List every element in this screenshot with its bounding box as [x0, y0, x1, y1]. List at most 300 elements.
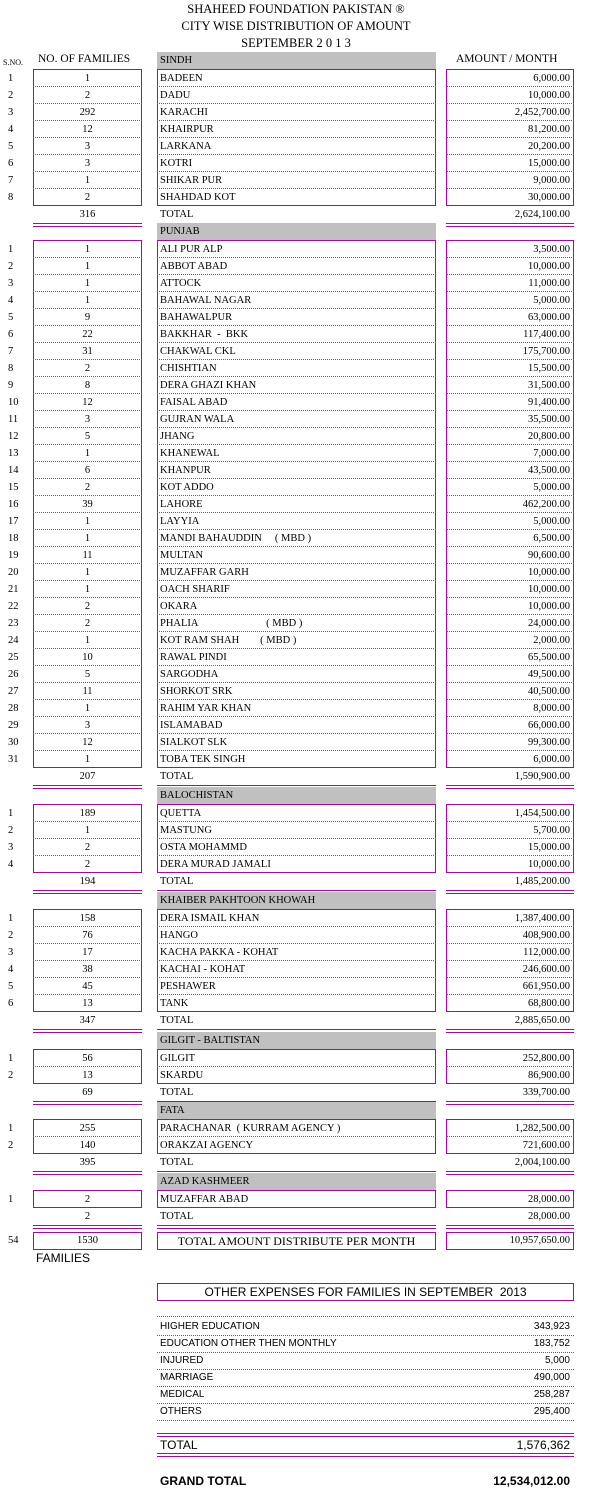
- row-sno: 3: [8, 947, 14, 958]
- total-underline: [446, 1101, 574, 1105]
- row-families: 13: [82, 1070, 93, 1081]
- row-families: 1: [84, 533, 91, 544]
- row-families: 1: [84, 754, 91, 765]
- expense-row: [0, 1387, 592, 1404]
- row-sno: 2: [8, 1140, 14, 1151]
- row-families: 12: [82, 737, 93, 748]
- group-header-5: FATA: [157, 1102, 436, 1119]
- row-sno: 31: [8, 754, 19, 765]
- row-families: 1: [84, 635, 91, 646]
- summary-sno: 54: [8, 1235, 19, 1246]
- total-families: 69: [82, 1087, 93, 1098]
- total-families: 207: [79, 771, 96, 782]
- row-amount: 35,500.00: [528, 414, 570, 425]
- row-amount: 10,000.00: [528, 261, 570, 272]
- table-row: [0, 821, 592, 838]
- row-city: ORAKZAI AGENCY: [160, 1140, 254, 1151]
- row-city: LAYYIA: [160, 516, 200, 527]
- expenses-title: OTHER EXPENSES FOR FAMILIES IN SEPTEMBER 2013: [204, 1285, 527, 1299]
- row-amount: 721,600.00: [522, 1140, 570, 1151]
- row-amount: 5,000.00: [533, 295, 570, 306]
- row-city: CHAKWAL CKL: [160, 346, 236, 357]
- row-sno: 20: [8, 567, 19, 578]
- row-families: 11: [82, 550, 93, 561]
- table-row: [0, 699, 592, 716]
- row-sno: 3: [8, 278, 14, 289]
- row-amount: 9,000.00: [533, 175, 570, 186]
- row-sno: 27: [8, 686, 19, 697]
- table-row: [0, 977, 592, 994]
- expense-row: [0, 1370, 592, 1387]
- row-city: KOT RAM SHAH ( MBD ): [160, 635, 297, 646]
- row-amount: 20,200.00: [528, 141, 570, 152]
- row-sno: 1: [8, 73, 14, 84]
- row-city: LARKANA: [160, 141, 212, 152]
- row-families: 1: [84, 703, 91, 714]
- row-families: 1: [84, 584, 91, 595]
- group-header-3: KHAIBER PAKHTOON KHOWAH: [157, 892, 436, 909]
- group-header-2: BALOCHISTAN: [157, 787, 436, 804]
- row-sno: 2: [8, 261, 14, 272]
- table-row: [0, 86, 592, 103]
- expense-divider: [157, 1420, 574, 1421]
- row-sno: 11: [8, 414, 19, 425]
- row-amount: 175,700.00: [522, 346, 570, 357]
- row-city: BADEEN: [160, 73, 203, 84]
- group-header-4: GILGIT - BALTISTAN: [157, 1032, 436, 1049]
- expense-label: HIGHER EDUCATION: [160, 1321, 260, 1332]
- row-amount: 117,400.00: [523, 329, 570, 340]
- table-row: [0, 461, 592, 478]
- row-amount: 252,800.00: [522, 1053, 570, 1064]
- table-row: [0, 325, 592, 342]
- row-families: 8: [84, 380, 91, 391]
- row-sno: 10: [8, 397, 19, 408]
- row-sno: 12: [8, 431, 19, 442]
- expense-row: [0, 1319, 592, 1336]
- group-total-row: [0, 1208, 592, 1225]
- total-underline: [33, 223, 142, 227]
- total-amount: 339,700.00: [522, 1087, 570, 1098]
- row-sno: 1: [8, 1123, 14, 1134]
- row-sno: 22: [8, 601, 19, 612]
- row-city: OSTA MOHAMMD: [160, 842, 247, 853]
- row-families: 12: [82, 397, 93, 408]
- total-underline: [446, 1171, 574, 1175]
- table-row: [0, 410, 592, 427]
- row-sno: 6: [8, 998, 14, 1009]
- row-city: KACHA PAKKA - KOHAT: [160, 947, 279, 958]
- total-families: 316: [79, 209, 96, 220]
- row-families: 39: [82, 499, 93, 510]
- row-sno: 24: [8, 635, 19, 646]
- total-underline: [446, 785, 574, 789]
- expenses-total-bottom-line: [157, 1453, 574, 1457]
- table-row: [0, 257, 592, 274]
- families-column-header: NO. OF FAMILIES: [38, 53, 131, 65]
- row-city: PHALIA ( MBD ): [160, 618, 303, 629]
- total-underline: [33, 1101, 142, 1105]
- row-city: KOTRI: [160, 158, 193, 169]
- row-amount: 112,000.00: [523, 947, 570, 958]
- row-amount: 81,200.00: [528, 124, 570, 135]
- row-sno: 4: [8, 859, 14, 870]
- row-families: 1: [84, 825, 91, 836]
- group-total-row: [0, 1012, 592, 1029]
- table-row: [0, 308, 592, 325]
- row-sno: 2: [8, 825, 14, 836]
- row-sno: 2: [8, 1070, 14, 1081]
- row-amount: 10,000.00: [528, 90, 570, 101]
- row-families: 2: [84, 601, 91, 612]
- table-row: [0, 597, 592, 614]
- table-row: [0, 512, 592, 529]
- expense-value: 295,400: [533, 1406, 570, 1417]
- total-underline: [446, 223, 574, 227]
- row-city: SKARDU: [160, 1070, 204, 1081]
- row-city: ISLAMABAD: [160, 720, 223, 731]
- grand-total-label: GRAND TOTAL: [160, 1474, 247, 1488]
- row-sno: 30: [8, 737, 19, 748]
- row-city: PESHAWER: [160, 981, 216, 992]
- table-row: [0, 1049, 592, 1066]
- table-row: [0, 838, 592, 855]
- table-row: [0, 69, 592, 86]
- report-period: SEPTEMBER 2 0 1 3: [241, 36, 351, 50]
- total-underline: [33, 1225, 142, 1229]
- row-sno: 6: [8, 158, 14, 169]
- expense-label: EDUCATION OTHER THEN MONTHLY: [160, 1338, 337, 1349]
- row-city: KHAIRPUR: [160, 124, 214, 135]
- expense-row: [0, 1336, 592, 1353]
- row-sno: 13: [8, 448, 19, 459]
- row-city: OKARA: [160, 601, 198, 612]
- row-amount: 1,454,500.00: [514, 808, 570, 819]
- group-total-row: [0, 873, 592, 890]
- row-families: 140: [79, 1140, 96, 1151]
- row-amount: 86,900.00: [528, 1070, 570, 1081]
- row-amount: 63,000.00: [528, 312, 570, 323]
- row-sno: 25: [8, 652, 19, 663]
- row-city: MUZAFFAR GARH: [160, 567, 249, 578]
- row-sno: 1: [8, 244, 14, 255]
- total-label: TOTAL: [160, 1015, 194, 1026]
- row-families: 2: [84, 842, 91, 853]
- row-amount: 65,500.00: [528, 652, 570, 663]
- row-amount: 6,000.00: [533, 73, 570, 84]
- row-families: 56: [82, 1053, 93, 1064]
- total-underline: [446, 890, 574, 894]
- table-row: [0, 909, 592, 926]
- row-families: 1: [84, 175, 91, 186]
- row-families: 3: [84, 141, 91, 152]
- row-families: 1: [84, 73, 91, 84]
- table-row: [0, 137, 592, 154]
- row-amount: 15,500.00: [528, 363, 570, 374]
- table-row: [0, 478, 592, 495]
- row-city: MANDI BAHAUDDIN ( MBD ): [160, 533, 312, 544]
- row-amount: 15,000.00: [528, 842, 570, 853]
- expenses-total-label: TOTAL: [160, 1438, 198, 1452]
- row-families: 22: [82, 329, 93, 340]
- group-header-6: AZAD KASHMEER: [157, 1173, 436, 1190]
- row-families: 3: [84, 158, 91, 169]
- expense-value: 490,000: [533, 1372, 570, 1383]
- row-families: 76: [82, 930, 93, 941]
- row-city: RAWAL PINDI: [160, 652, 227, 663]
- row-amount: 6,000.00: [533, 754, 570, 765]
- row-sno: 29: [8, 720, 19, 731]
- row-sno: 16: [8, 499, 19, 510]
- row-families: 189: [79, 808, 96, 819]
- row-city: BAHAWALPUR: [160, 312, 233, 323]
- row-city: KARACHI: [160, 107, 208, 118]
- table-row: [0, 1190, 592, 1207]
- table-row: [0, 274, 592, 291]
- total-amount: 2,624,100.00: [514, 209, 570, 220]
- row-families: 2: [84, 363, 91, 374]
- row-city: SHORKOT SRK: [160, 686, 233, 697]
- row-amount: 246,600.00: [522, 964, 570, 975]
- table-row: [0, 580, 592, 597]
- row-sno: 7: [8, 346, 14, 357]
- row-amount: 49,500.00: [528, 669, 570, 680]
- row-families: 1: [84, 567, 91, 578]
- table-row: [0, 665, 592, 682]
- table-row: [0, 1119, 592, 1136]
- row-city: DERA GHAZI KHAN: [160, 380, 257, 391]
- row-amount: 7,000.00: [533, 448, 570, 459]
- expenses-total-value: 1,576,362: [516, 1438, 570, 1452]
- group-total-row: [0, 1084, 592, 1101]
- table-row: [0, 171, 592, 188]
- row-city: ATTOCK: [160, 278, 202, 289]
- row-families: 2: [84, 859, 91, 870]
- row-amount: 43,500.00: [528, 465, 570, 476]
- expense-value: 5,000: [544, 1355, 570, 1366]
- row-city: PARACHANAR ( KURRAM AGENCY ): [160, 1123, 341, 1134]
- expense-row: [0, 1404, 592, 1421]
- row-city: MASTUNG: [160, 825, 212, 836]
- row-city: HANGO: [160, 930, 198, 941]
- row-city: ABBOT ABAD: [160, 261, 228, 272]
- row-sno: 1: [8, 1053, 14, 1064]
- table-row: [0, 1066, 592, 1083]
- row-amount: 3,500.00: [533, 244, 570, 255]
- table-row: [0, 240, 592, 257]
- summary-label: TOTAL AMOUNT DISTRIBUTE PER MONTH: [177, 1234, 416, 1248]
- table-row: [0, 960, 592, 977]
- summary-amount: 10,957,650.00: [509, 1235, 570, 1246]
- expense-label: MARRIAGE: [160, 1372, 214, 1383]
- expenses-top-line: [157, 1316, 574, 1317]
- total-underline: [446, 1029, 574, 1033]
- table-row: [0, 120, 592, 137]
- row-families: 1: [84, 278, 91, 289]
- row-city: TOBA TEK SINGH: [160, 754, 246, 765]
- row-amount: 24,000.00: [528, 618, 570, 629]
- total-underline: [157, 1225, 436, 1229]
- table-row: [0, 750, 592, 767]
- expense-label: INJURED: [160, 1355, 204, 1366]
- table-row: [0, 359, 592, 376]
- amount-column-header: AMOUNT / MONTH: [456, 53, 558, 65]
- row-sno: 8: [8, 192, 14, 203]
- table-row: [0, 546, 592, 563]
- row-sno: 5: [8, 312, 14, 323]
- row-amount: 408,900.00: [522, 930, 570, 941]
- total-underline: [33, 1171, 142, 1175]
- group-total-row: [0, 1154, 592, 1171]
- total-amount: 28,000.00: [528, 1211, 570, 1222]
- row-city: GUJRAN WALA: [160, 414, 235, 425]
- table-row: [0, 733, 592, 750]
- total-underline: [446, 1225, 574, 1229]
- row-families: 2: [84, 618, 91, 629]
- table-row: [0, 393, 592, 410]
- table-row: [0, 291, 592, 308]
- row-sno: 2: [8, 930, 14, 941]
- row-families: 17: [82, 947, 93, 958]
- row-families: 12: [82, 124, 93, 135]
- row-amount: 5,000.00: [533, 516, 570, 527]
- row-families: 2: [84, 192, 91, 203]
- row-city: BAHAWAL NAGAR: [160, 295, 252, 306]
- row-sno: 1: [8, 913, 14, 924]
- row-families: 3: [84, 720, 91, 731]
- row-amount: 10,000.00: [528, 859, 570, 870]
- table-row: [0, 376, 592, 393]
- table-row: [0, 103, 592, 120]
- table-row: [0, 342, 592, 359]
- expense-label: OTHERS: [160, 1406, 202, 1417]
- row-city: KOT ADDO: [160, 482, 214, 493]
- row-sno: 21: [8, 584, 19, 595]
- table-row: [0, 855, 592, 872]
- table-row: [0, 682, 592, 699]
- table-row: [0, 614, 592, 631]
- table-row: [0, 529, 592, 546]
- row-city: MULTAN: [160, 550, 204, 561]
- expense-value: 183,752: [533, 1338, 570, 1349]
- row-amount: 66,000.00: [528, 720, 570, 731]
- row-sno: 19: [8, 550, 19, 561]
- row-city: OACH SHARIF: [160, 584, 230, 595]
- row-amount: 11,000.00: [528, 278, 570, 289]
- total-label: TOTAL: [160, 771, 194, 782]
- row-sno: 5: [8, 981, 14, 992]
- row-families: 38: [82, 964, 93, 975]
- table-row: [0, 188, 592, 205]
- row-sno: 7: [8, 175, 14, 186]
- sno-column-header: S.NO.: [3, 58, 24, 67]
- total-label: TOTAL: [160, 1087, 194, 1098]
- row-sno: 2: [8, 90, 14, 101]
- row-amount: 1,387,400.00: [514, 913, 570, 924]
- row-sno: 26: [8, 669, 19, 680]
- table-row: [0, 926, 592, 943]
- row-amount: 90,600.00: [528, 550, 570, 561]
- table-row: [0, 563, 592, 580]
- row-families: 1: [84, 261, 91, 272]
- row-city: SHIKAR PUR: [160, 175, 223, 186]
- row-families: 13: [82, 998, 93, 1009]
- row-city: JHANG: [160, 431, 195, 442]
- row-sno: 3: [8, 107, 14, 118]
- total-families: 2: [84, 1211, 91, 1222]
- total-families: 347: [79, 1015, 96, 1026]
- row-sno: 17: [8, 516, 19, 527]
- group-header-1: PUNJAB: [157, 223, 436, 240]
- total-amount: 2,885,650.00: [514, 1015, 570, 1026]
- total-label: TOTAL: [160, 876, 194, 887]
- row-families: 10: [82, 652, 93, 663]
- table-row: [0, 994, 592, 1011]
- row-families: 11: [82, 686, 93, 697]
- row-families: 2: [84, 90, 91, 101]
- row-amount: 462,200.00: [522, 499, 570, 510]
- row-sno: 14: [8, 465, 19, 476]
- row-families: 5: [84, 669, 91, 680]
- row-city: SARGODHA: [160, 669, 219, 680]
- group-header-0: SINDH: [157, 52, 436, 69]
- total-amount: 1,485,200.00: [514, 876, 570, 887]
- row-amount: 15,000.00: [528, 158, 570, 169]
- total-underline: [33, 1029, 142, 1033]
- row-amount: 10,000.00: [528, 567, 570, 578]
- table-row: [0, 427, 592, 444]
- row-families: 2: [84, 1194, 91, 1205]
- row-city: RAHIM YAR KHAN: [160, 703, 252, 714]
- row-city: KHANPUR: [160, 465, 211, 476]
- row-amount: 2,452,700.00: [514, 107, 570, 118]
- row-city: DADU: [160, 90, 191, 101]
- row-sno: 18: [8, 533, 19, 544]
- row-city: ALI PUR ALP: [160, 244, 223, 255]
- row-city: QUETTA: [160, 808, 202, 819]
- org-title: SHAHEED FOUNDATION PAKISTAN ®: [187, 2, 405, 16]
- row-sno: 1: [8, 808, 14, 819]
- group-total-row: [0, 768, 592, 785]
- row-city: KHANEWAL: [160, 448, 220, 459]
- total-amount: 2,004,100.00: [514, 1157, 570, 1168]
- row-sno: 23: [8, 618, 19, 629]
- table-row: [0, 154, 592, 171]
- row-amount: 31,500.00: [528, 380, 570, 391]
- table-row: [0, 444, 592, 461]
- row-sno: 4: [8, 964, 14, 975]
- row-city: KACHAI - KOHAT: [160, 964, 246, 975]
- expense-value: 258,287: [533, 1389, 570, 1400]
- row-amount: 1,282,500.00: [514, 1123, 570, 1134]
- total-families: 194: [79, 876, 96, 887]
- row-families: 1: [84, 448, 91, 459]
- row-families: 9: [84, 312, 91, 323]
- total-label: TOTAL: [160, 209, 194, 220]
- families-label: FAMILIES: [36, 1251, 91, 1265]
- total-label: TOTAL: [160, 1211, 194, 1222]
- summary-families: 1530: [77, 1235, 98, 1246]
- row-sno: 15: [8, 482, 19, 493]
- table-row: [0, 495, 592, 512]
- row-amount: 10,000.00: [528, 584, 570, 595]
- row-sno: 4: [8, 124, 14, 135]
- row-families: 1: [84, 244, 91, 255]
- row-city: DERA MURAD JAMALI: [160, 859, 271, 870]
- table-row: [0, 804, 592, 821]
- row-amount: 6,500.00: [533, 533, 570, 544]
- row-families: 5: [84, 431, 91, 442]
